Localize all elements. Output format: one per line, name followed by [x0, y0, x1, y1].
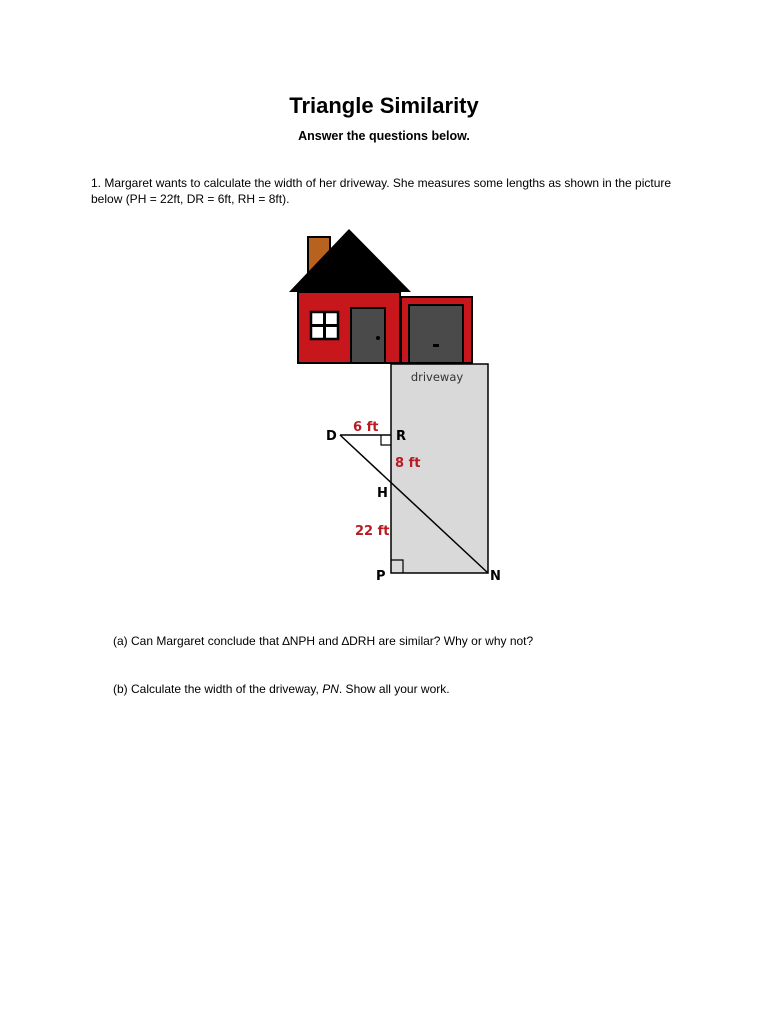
question-b-prefix: (b) Calculate the width of the driveway,: [113, 682, 323, 696]
page-title: Triangle Similarity: [289, 93, 479, 118]
house-door: [351, 308, 385, 363]
point-p-label: P: [376, 569, 386, 584]
garage-door: [409, 305, 463, 363]
question-a-text: (a) Can Margaret conclude that ∆NPH and ∆DRH are similar? Why or why not?: [113, 634, 534, 648]
measure-rh: 8 ft: [395, 456, 421, 471]
question-b-text: [113, 682, 450, 696]
door-knob: [376, 336, 380, 340]
point-r-label: R: [396, 429, 407, 444]
measure-dr: 6 ft: [353, 420, 379, 435]
measure-ph: 22 ft: [355, 524, 390, 539]
driveway-label: driveway: [410, 370, 464, 384]
window-icon: [311, 312, 338, 339]
point-h-label: H: [377, 486, 388, 501]
page-subtitle: Answer the questions below.: [298, 129, 470, 143]
question-1-text: 1. Margaret wants to calculate the width of her driveway. She measures some lengths as shown in the picture below (PH = 22ft, DR = 6ft, RH = 8ft).: [91, 176, 672, 206]
segment-pn: PN: [322, 682, 339, 696]
point-d-label: D: [326, 429, 337, 444]
garage-handle: [433, 344, 439, 347]
point-n-label: N: [490, 569, 501, 584]
right-angle-r: [381, 435, 391, 445]
question-b-suffix: . Show all your work.: [338, 682, 450, 696]
